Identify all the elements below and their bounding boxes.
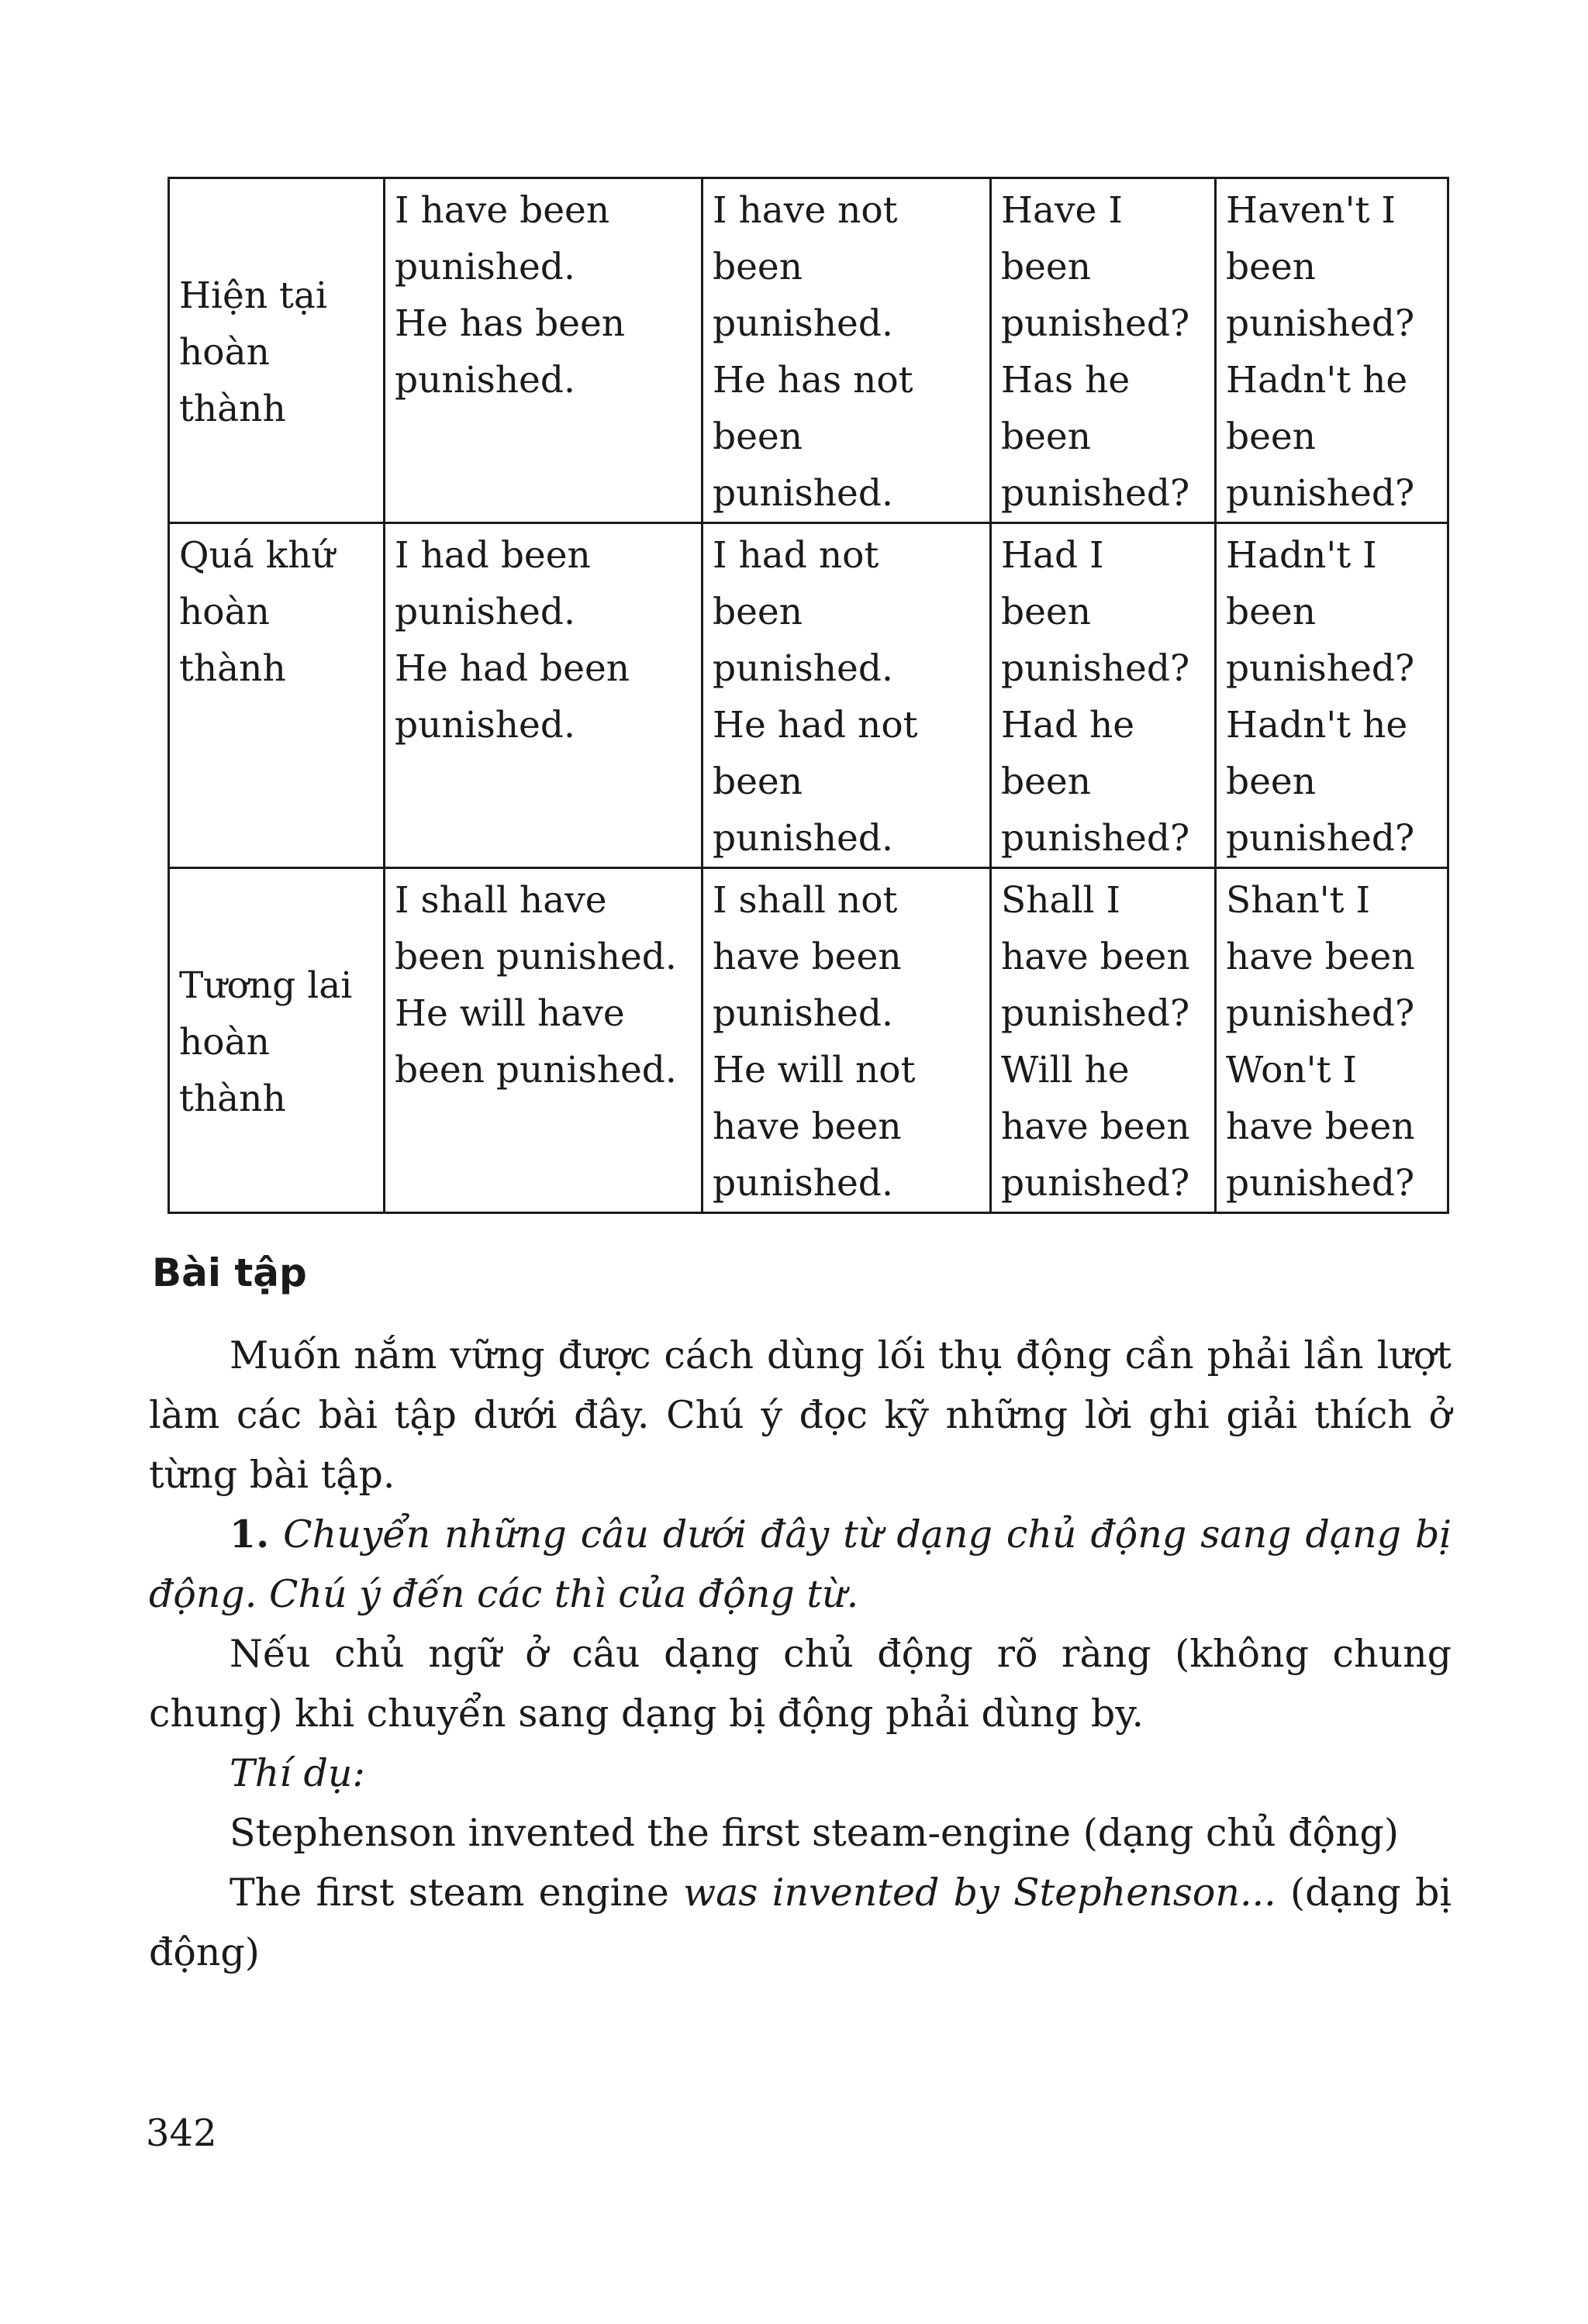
note-paragraph: Nếu chủ ngữ ở câu dạng chủ động rõ ràng (không chung chung) khi chuyển sang dạng bị động phải dùng by. (149, 1632, 1452, 1736)
passive-voice-table (167, 177, 1449, 1214)
table-row-present-perfect (169, 178, 1448, 523)
example-passive-suffix: (dạng bị động) (149, 1871, 1452, 1974)
affirmative-cell: I shall have been punished. He will have been punished. (385, 868, 703, 1213)
question-cell: Have I been punished? Has he been punished? (991, 178, 1216, 523)
tense-cell: Hiện tại hoàn thành (169, 178, 385, 523)
exercise-instruction-text: Chuyển những câu dưới đây từ dạng chủ động sang dạng bị động. Chú ý đến các thì của động từ. (149, 1512, 1452, 1616)
tense-cell: Quá khứ hoàn thành (169, 523, 385, 868)
exercise-number: 1. (230, 1512, 270, 1557)
exercise-instruction (149, 1505, 1452, 1624)
section-heading: Bài tập (152, 1250, 307, 1295)
affirmative-cell: I have been punished. He has been punished. (385, 178, 703, 523)
question-cell: Shall I have been punished? Will he have been punished? (991, 868, 1216, 1213)
negative-cell: I shall not have been punished. He will not have been punished. (703, 868, 991, 1213)
example-label: Thí dụ: (230, 1751, 365, 1795)
table-row-future-perfect (169, 868, 1448, 1213)
example-active: Stephenson invented the first steam-engine (dạng chủ động) (230, 1811, 1399, 1855)
page-number: 342 (146, 2112, 217, 2155)
negative-question-cell: Hadn't I been punished? Hadn't he been punished? (1216, 523, 1448, 868)
negative-cell: I have not been punished. He has not been punished. (703, 178, 991, 523)
example-passive-prefix: The first steam engine (230, 1871, 684, 1915)
negative-question-cell: Haven't I been punished? Hadn't he been punished? (1216, 178, 1448, 523)
affirmative-cell: I had been punished. He had been punished. (385, 523, 703, 868)
table-row-past-perfect (169, 523, 1448, 868)
question-cell: Had I been punished? Had he been punished? (991, 523, 1216, 868)
example-passive-italic: was invented by Stephenson... (683, 1871, 1276, 1915)
exercise-body (149, 1326, 1452, 1982)
tense-cell: Tương lai hoàn thành (169, 868, 385, 1213)
negative-cell: I had not been punished. He had not been punished. (703, 523, 991, 868)
example-passive (149, 1863, 1452, 1982)
intro-paragraph: Muốn nắm vững được cách dùng lối thụ động cần phải lần lượt làm các bài tập dưới đây. Chú ý đọc kỹ những lời ghi giải thích ở từng bài tập. (149, 1333, 1452, 1497)
negative-question-cell: Shan't I have been punished? Won't I have been punished? (1216, 868, 1448, 1213)
